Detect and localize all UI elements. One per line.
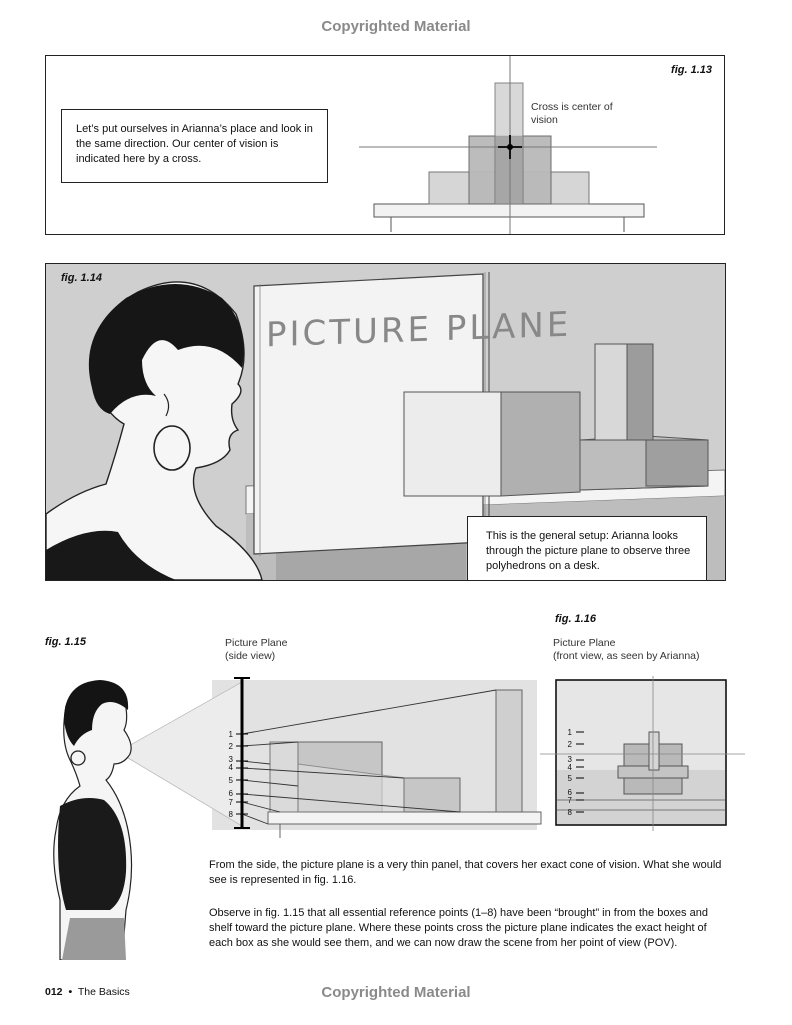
page-number: 012 xyxy=(45,986,63,998)
fig-1-16-tick-1: 1 xyxy=(567,728,572,737)
fig-1-15-subtitle: (side view) xyxy=(225,650,276,662)
fig-1-16-tick-2: 2 xyxy=(567,740,572,749)
footer-bullet: • xyxy=(68,986,73,998)
fig-1-16-tick-3: 3 xyxy=(567,755,572,764)
fig-1-15-tick-4: 4 xyxy=(228,763,233,772)
fig-1-15-tick-5: 5 xyxy=(228,776,233,785)
fig-1-16-subtitle: (front view, as seen by Arianna) xyxy=(553,650,700,662)
fig-1-16-tick-8: 8 xyxy=(567,808,572,817)
fig-1-15-label: fig. 1.15 xyxy=(45,636,86,648)
fig-1-16-tick-6: 6 xyxy=(567,788,572,797)
fig-1-15-title-text: Picture Plane xyxy=(225,637,288,649)
footer-section: The Basics xyxy=(77,986,130,998)
fig-1-16-tick-7: 7 xyxy=(567,796,572,805)
fig-1-15-tick-6: 6 xyxy=(228,789,233,798)
cross-note: Cross is center of vision xyxy=(531,101,613,126)
fig-1-13-panel xyxy=(45,55,725,235)
fig-1-16-title xyxy=(553,637,700,663)
fig-1-16-tick-5: 5 xyxy=(567,774,572,783)
fig-1-13-callout: Let’s put ourselves in Arianna’s place and look in the same direction. Our center of vision is indicated here by a cross. xyxy=(61,109,328,183)
fig-1-14-label: fig. 1.14 xyxy=(61,272,102,284)
watermark-top: Copyrighted Material xyxy=(321,18,471,35)
fig-1-15-tick-8: 8 xyxy=(228,810,233,819)
fig-1-16-label: fig. 1.16 xyxy=(555,613,596,625)
watermark-bottom: Copyrighted Material xyxy=(321,984,471,1001)
fig-1-15-tick-1: 1 xyxy=(228,730,233,739)
fig-1-14-panel xyxy=(45,263,726,581)
picture-plane-title: PICTURE PLANE xyxy=(266,304,572,356)
fig-1-13-label: fig. 1.13 xyxy=(671,64,712,76)
fig-1-15-tick-7: 7 xyxy=(228,798,233,807)
fig-1-16-drawing xyxy=(540,676,745,831)
body-paragraph-1: From the side, the picture plane is a very thin panel, that covers her exact cone of vision. What she would see is represented in fig. 1.16. xyxy=(209,859,722,886)
fig-1-16-tick-4: 4 xyxy=(567,763,572,772)
fig-1-15-tick-2: 2 xyxy=(228,742,233,751)
fig-1-15-tick-3: 3 xyxy=(228,755,233,764)
fig-1-14-callout: This is the general setup: Arianna looks through the picture plane to observe three polyhedrons on a desk. xyxy=(467,516,707,581)
body-paragraph-2: Observe in fig. 1.15 that all essential reference points (1–8) have been “brought” in from the boxes and shelf toward the picture plane. Where these points cross the picture plane indicates the exact height of each box as she would see them, and we can now draw the scene from her point of view (POV). xyxy=(209,907,708,949)
fig-1-16-title-text: Picture Plane xyxy=(553,637,616,649)
